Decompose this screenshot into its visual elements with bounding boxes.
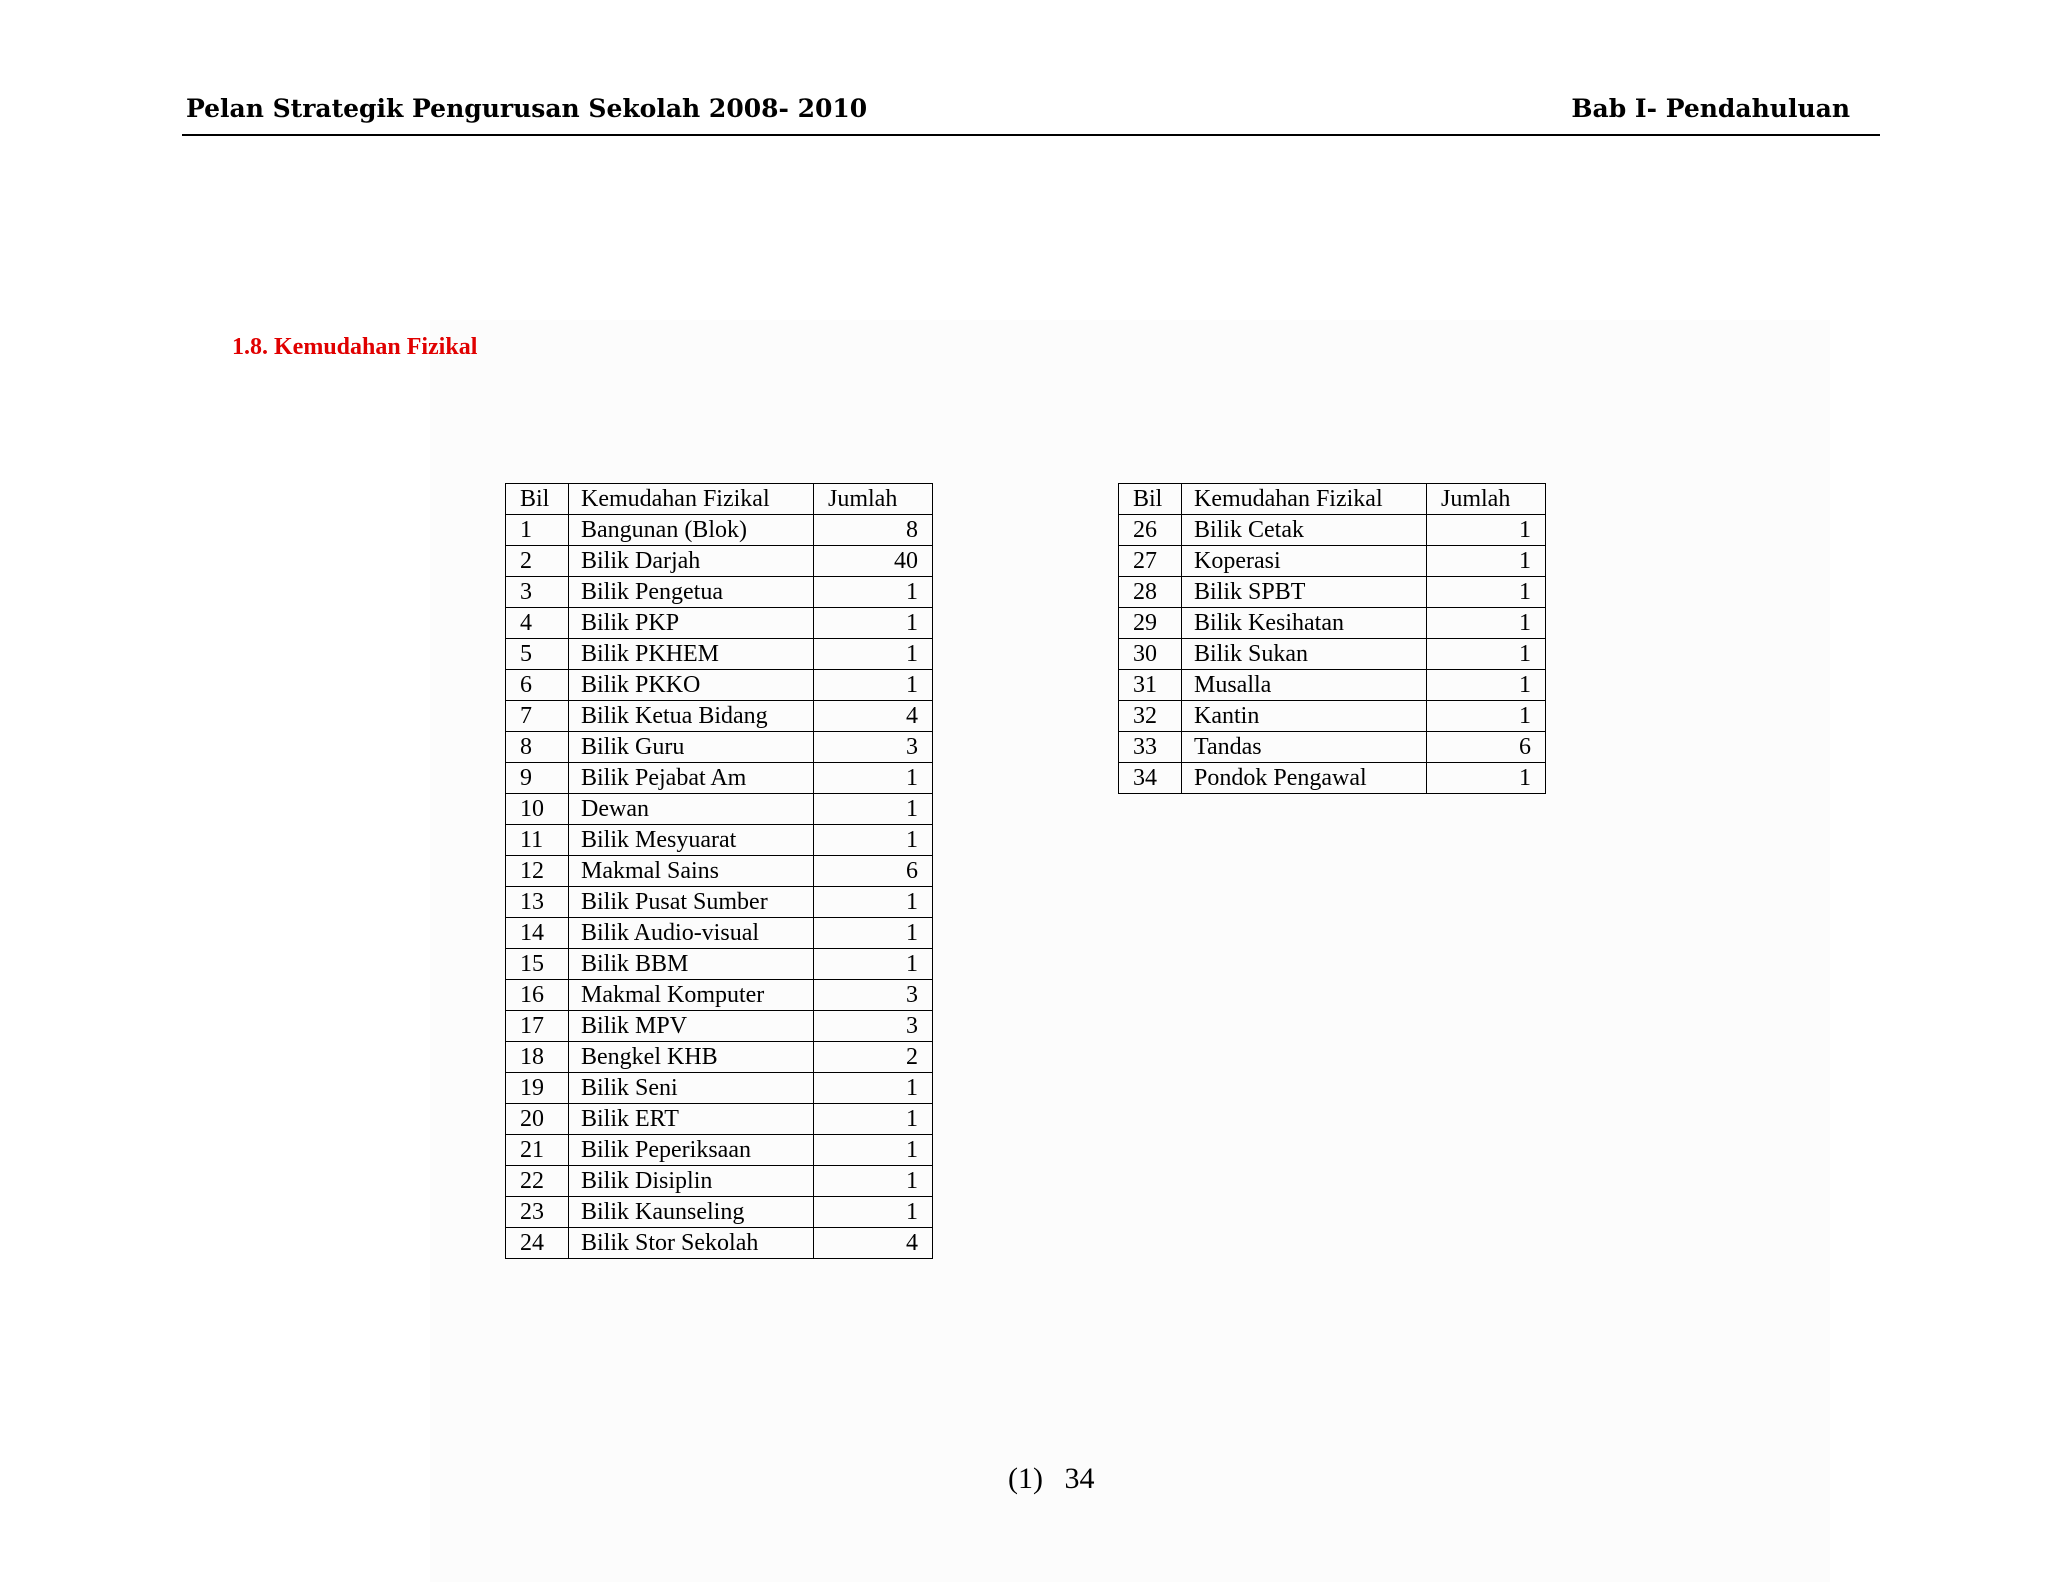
- cell-facility: Tandas: [1182, 732, 1427, 763]
- cell-facility: Bilik Guru: [569, 732, 814, 763]
- cell-bil: 19: [506, 1073, 569, 1104]
- cell-bil: 27: [1119, 546, 1182, 577]
- cell-facility: Bilik Kaunseling: [569, 1197, 814, 1228]
- cell-bil: 8: [506, 732, 569, 763]
- cell-bil: 4: [506, 608, 569, 639]
- cell-facility: Bilik Seni: [569, 1073, 814, 1104]
- page-header: [182, 90, 1880, 136]
- cell-jumlah: 2: [814, 1042, 933, 1073]
- table-header-row: [1119, 484, 1546, 515]
- cell-jumlah: 1: [1427, 515, 1546, 546]
- table-row: [1119, 670, 1546, 701]
- cell-bil: 28: [1119, 577, 1182, 608]
- cell-facility: Bilik ERT: [569, 1104, 814, 1135]
- table-header-row: [506, 484, 933, 515]
- cell-facility: Bengkel KHB: [569, 1042, 814, 1073]
- cell-jumlah: 1: [814, 1197, 933, 1228]
- cell-bil: 29: [1119, 608, 1182, 639]
- cell-bil: 16: [506, 980, 569, 1011]
- cell-jumlah: 1: [814, 763, 933, 794]
- cell-jumlah: 1: [814, 608, 933, 639]
- cell-jumlah: 1: [814, 1104, 933, 1135]
- header-facility: Kemudahan Fizikal: [569, 484, 814, 515]
- cell-jumlah: 1: [1427, 639, 1546, 670]
- table-row: [506, 825, 933, 856]
- cell-jumlah: 3: [814, 980, 933, 1011]
- cell-facility: Bilik MPV: [569, 1011, 814, 1042]
- cell-facility: Bilik Darjah: [569, 546, 814, 577]
- table-row: [1119, 639, 1546, 670]
- cell-bil: 32: [1119, 701, 1182, 732]
- cell-jumlah: 1: [814, 577, 933, 608]
- cell-bil: 21: [506, 1135, 569, 1166]
- cell-jumlah: 1: [814, 887, 933, 918]
- table-row: [506, 670, 933, 701]
- header-facility: Kemudahan Fizikal: [1182, 484, 1427, 515]
- cell-bil: 9: [506, 763, 569, 794]
- cell-jumlah: 1: [1427, 701, 1546, 732]
- table-row: [506, 887, 933, 918]
- cell-bil: 26: [1119, 515, 1182, 546]
- header-jumlah: Jumlah: [814, 484, 933, 515]
- cell-jumlah: 1: [814, 639, 933, 670]
- cell-facility: Bilik Ketua Bidang: [569, 701, 814, 732]
- cell-jumlah: 1: [814, 794, 933, 825]
- cell-jumlah: 3: [814, 1011, 933, 1042]
- cell-facility: Koperasi: [1182, 546, 1427, 577]
- cell-bil: 34: [1119, 763, 1182, 794]
- cell-bil: 1: [506, 515, 569, 546]
- cell-facility: Dewan: [569, 794, 814, 825]
- cell-jumlah: 1: [1427, 670, 1546, 701]
- facilities-table-right: [1118, 483, 1546, 794]
- cell-jumlah: 40: [814, 546, 933, 577]
- cell-bil: 24: [506, 1228, 569, 1259]
- cell-jumlah: 3: [814, 732, 933, 763]
- cell-facility: Bilik Kesihatan: [1182, 608, 1427, 639]
- table-row: [506, 546, 933, 577]
- cell-jumlah: 1: [814, 825, 933, 856]
- table-row: [506, 1228, 933, 1259]
- cell-facility: Bilik Audio-visual: [569, 918, 814, 949]
- cell-bil: 12: [506, 856, 569, 887]
- table-row: [506, 918, 933, 949]
- cell-jumlah: 6: [1427, 732, 1546, 763]
- table-row: [1119, 701, 1546, 732]
- table-row: [1119, 732, 1546, 763]
- table-row: [506, 794, 933, 825]
- cell-bil: 17: [506, 1011, 569, 1042]
- cell-jumlah: 1: [1427, 577, 1546, 608]
- cell-facility: Makmal Sains: [569, 856, 814, 887]
- cell-bil: 33: [1119, 732, 1182, 763]
- table-row: [506, 1135, 933, 1166]
- cell-bil: 3: [506, 577, 569, 608]
- facilities-table-left: [505, 483, 933, 1259]
- table-row: [506, 515, 933, 546]
- table-row: [1119, 608, 1546, 639]
- table-row: [506, 701, 933, 732]
- cell-bil: 10: [506, 794, 569, 825]
- cell-facility: Makmal Komputer: [569, 980, 814, 1011]
- header-jumlah: Jumlah: [1427, 484, 1546, 515]
- cell-facility: Bilik Pejabat Am: [569, 763, 814, 794]
- table-row: [506, 763, 933, 794]
- table-row: [506, 1104, 933, 1135]
- cell-bil: 11: [506, 825, 569, 856]
- cell-facility: Bilik Disiplin: [569, 1166, 814, 1197]
- page-number: (1) 34: [1008, 1462, 1095, 1495]
- table-row: [1119, 577, 1546, 608]
- cell-facility: Bilik Peperiksaan: [569, 1135, 814, 1166]
- cell-facility: Bilik PKHEM: [569, 639, 814, 670]
- cell-bil: 23: [506, 1197, 569, 1228]
- cell-facility: Musalla: [1182, 670, 1427, 701]
- cell-bil: 2: [506, 546, 569, 577]
- cell-facility: Kantin: [1182, 701, 1427, 732]
- cell-facility: Bilik Pusat Sumber: [569, 887, 814, 918]
- cell-jumlah: 1: [814, 949, 933, 980]
- table-row: [506, 1197, 933, 1228]
- cell-bil: 31: [1119, 670, 1182, 701]
- cell-facility: Bilik BBM: [569, 949, 814, 980]
- cell-bil: 18: [506, 1042, 569, 1073]
- table-row: [506, 949, 933, 980]
- table-row: [506, 639, 933, 670]
- cell-facility: Bilik PKP: [569, 608, 814, 639]
- header-bil: Bil: [506, 484, 569, 515]
- table-row: [506, 732, 933, 763]
- cell-bil: 13: [506, 887, 569, 918]
- cell-facility: Bilik PKKO: [569, 670, 814, 701]
- cell-jumlah: 1: [814, 1135, 933, 1166]
- cell-facility: Bilik Sukan: [1182, 639, 1427, 670]
- cell-jumlah: 1: [814, 670, 933, 701]
- table-row: [506, 1073, 933, 1104]
- table-row: [506, 856, 933, 887]
- header-chapter: Bab I- Pendahuluan: [1571, 94, 1850, 123]
- cell-bil: 20: [506, 1104, 569, 1135]
- cell-jumlah: 1: [814, 1166, 933, 1197]
- cell-facility: Bilik Mesyuarat: [569, 825, 814, 856]
- table-row: [1119, 515, 1546, 546]
- cell-bil: 15: [506, 949, 569, 980]
- header-title: Pelan Strategik Pengurusan Sekolah 2008- 2010: [186, 94, 868, 123]
- cell-jumlah: 4: [814, 701, 933, 732]
- cell-facility: Bilik Cetak: [1182, 515, 1427, 546]
- cell-jumlah: 1: [814, 918, 933, 949]
- cell-bil: 6: [506, 670, 569, 701]
- table-row: [1119, 546, 1546, 577]
- cell-bil: 5: [506, 639, 569, 670]
- cell-jumlah: 6: [814, 856, 933, 887]
- cell-bil: 14: [506, 918, 569, 949]
- cell-jumlah: 1: [1427, 763, 1546, 794]
- cell-facility: Bangunan (Blok): [569, 515, 814, 546]
- header-bil: Bil: [1119, 484, 1182, 515]
- cell-jumlah: 1: [1427, 546, 1546, 577]
- table-row: [506, 1166, 933, 1197]
- table-row: [506, 1042, 933, 1073]
- cell-bil: 22: [506, 1166, 569, 1197]
- cell-facility: Bilik Stor Sekolah: [569, 1228, 814, 1259]
- cell-bil: 30: [1119, 639, 1182, 670]
- cell-facility: Bilik Pengetua: [569, 577, 814, 608]
- table-row: [506, 1011, 933, 1042]
- table-row: [1119, 763, 1546, 794]
- table-row: [506, 608, 933, 639]
- cell-bil: 7: [506, 701, 569, 732]
- cell-jumlah: 8: [814, 515, 933, 546]
- cell-facility: Bilik SPBT: [1182, 577, 1427, 608]
- cell-jumlah: 1: [1427, 608, 1546, 639]
- cell-facility: Pondok Pengawal: [1182, 763, 1427, 794]
- cell-jumlah: 4: [814, 1228, 933, 1259]
- cell-jumlah: 1: [814, 1073, 933, 1104]
- table-row: [506, 980, 933, 1011]
- section-title: 1.8. Kemudahan Fizikal: [232, 334, 478, 360]
- table-row: [506, 577, 933, 608]
